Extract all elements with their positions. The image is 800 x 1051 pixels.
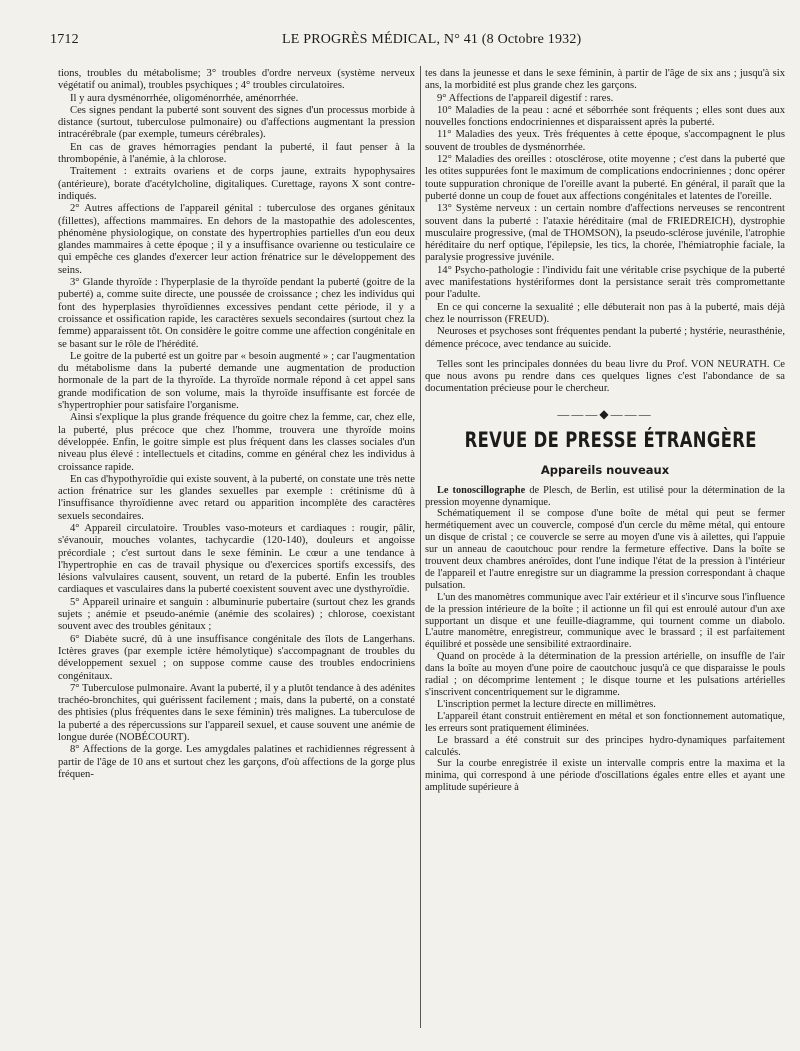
paragraph: 2° Autres affections de l'appareil génital : tuberculose des organes génitaux (fillettes), affections mammaires. En dehors de la mastopathie des adolescentes, phénomène physiologique, on constate des hypertrophies partielles d'un eou deux glandes mammaires à cette époque ; il y a insuffisance ovarienne ou testiculaire ce qui empêche ces glandes d'exercer leur action frénatrice sur le développement des seins.: [58, 203, 415, 276]
paragraph: 9° Affections de l'appareil digestif : rares.: [437, 92, 614, 104]
paragraph: 6° Diabète sucré, dû à une insuffisance congénitale des îlots de Langerhans. Ictères graves (par exemple ictère hémolytique) s'accompagnant de troubles du développement sexuel ; on suppose comme cause des troubles endocriniens congénitaux.: [58, 633, 415, 682]
right-column-text: [425, 68, 785, 396]
paragraph: 13° Système nerveux : un certain nombre d'affections nerveuses se rencontrent souvent dans la puberté : l'ataxie héréditaire (mal de FRIEDREICH), dystrophie musculaire progressive, (mal de THOMSON), la pseudo-sclérose juvénile, l'atrophie héréditaire du nerf optique, l'épilepsie, les tics, la chorée, l'hémiatrophie faciale, la paralysie progressive juvénile.: [425, 203, 785, 264]
paragraph: Sur la courbe enregistrée il existe un intervalle compris entre la maxima et la minima, qui correspond à une période d'oscillations égales entre elles et ayant une amplitude supérieure à: [425, 758, 785, 794]
paragraph: Le goitre de la puberté est un goitre par « besoin augmenté » ; car l'augmentation du métabolisme dans la puberté demande une augmentation de production hormonale de la part de la thyroïde. La thyroïde normale répond à cet appel sans grande modification de son volume, mais la thyroïde insuffisante est forcée de s'hypertrophier pour satisfaire l'organisme.: [58, 350, 415, 412]
paragraph: 4° Appareil circulatoire. Troubles vaso-moteurs et cardiaques : rougir, pâlir, s'évanouir, mouches volantes, tachycardie (120-140), douleurs et angoisse précordiale ; c'est surtout dans le sexe féminin. Le cœur a une tendance à l'hypertrophie en cas de travail physique ou d'exercices sportifs excessifs, des lésions valvulaires causent, souvent, un retard de la puberté. Enfin les troubles cardiaques et vasculaires dans la puberté coexistent souvent avec une dysthyroïdie.: [58, 522, 415, 596]
paragraph: Le brassard a été construit sur des principes hydro-dynamiques parfaitement calculés.: [425, 734, 785, 758]
right-column: [425, 68, 785, 794]
paragraph: Neuroses et psychoses sont fréquentes pendant la puberté ; hystérie, neurasthénie, démence précoce, avec tendance au suicide.: [425, 326, 785, 350]
paragraph: 12° Maladies des oreilles : otosclérose, otite moyenne ; c'est dans la puberté que les otites suppurées font le maximum de complications endocriniennes ; donc opérer toute suppuration chronique de l'oreille avant la puberté. En général, il paraît que la puberté donne un coup de fouet aux affections congénitales et latentes de l'oreille.: [425, 154, 785, 202]
column-divider: [420, 66, 421, 1028]
paragraph: En cas d'hypothyroïdie qui existe souvent, à la puberté, on constate une très nette action frénatrice sur les glandes sexuelles par exemple : crétinisme dû à l'insuffisance thyroïdienne avec retard ou apparition incomplète des caractères sexuels secondaires.: [58, 473, 415, 522]
paragraph: 7° Tuberculose pulmonaire. Avant la puberté, il y a plutôt tendance à des adénites trachéo-bronchites, qui guérissent facilement ; mais, dans la puberté, on a constaté des phtisies (plus fréquentes dans le sexe féminin) très malignes. La tuberculose de la puberté a des répercussions sur l'appareil sexuel, et cause souvent une anémie de longue durée (NOBÉCOURT).: [58, 682, 416, 744]
paragraph: [425, 485, 785, 509]
paragraph: 5° Appareil urinaire et sanguin : albuminurie pubertaire (surtout chez les grands sujets ; anémie et pseudo-anémie (anémie des scolaires) ; chlorose, coexistant souvent avec des troubles génitaux ;: [58, 596, 415, 633]
paragraph: 10° Maladies de la peau : acné et séborrhée sont fréquents ; elles sont dues aux nouvelles fonctions endocriniennes et disparaissent après la puberté.: [425, 104, 785, 129]
paragraph: Ces signes pendant la puberté sont souvent des signes d'un processus morbide à distance (surtout, tuberculose pulmonaire) ou d'affections augmentant la pression intracérébrale (par exemple, tumeurs cérébrales).: [58, 104, 415, 141]
lead-term: Le tonoscillographe: [437, 484, 526, 496]
paragraph: Schématiquement il se compose d'une boîte de métal qui peut se fermer hermétiquement avec un couvercle, composé d'un cercle du même métal, qui entoure un disque de cristal ; ce couvercle se serre au moyen d'une vis à ailettes, qui l'appuie sur un anneau de caoutchouc pour rendre la fermeture effective. Dans la boîte se trouvent deux chambres anéroïdes, dont l'une indique l'état de la pression à l'intérieur de l'appareil et l'autre enregistre sur un diagramme la pression correspondant à chaque pulsation.: [425, 508, 785, 591]
paragraph: Traitement : extraits ovariens et de corps jaune, extraits hypophysaires (antérieure), borate d'acétylcholine, digitaliques. Curettage, rayons X sont contre-indiqués.: [58, 166, 415, 202]
paragraph: Telles sont les principales données du beau livre du Prof. VON NEURATH. Ce que nous avons pu rendre dans ces quelques lignes c'est l'abondance de sa documentation précieuse pour le chercheur.: [425, 358, 785, 395]
left-column: [58, 68, 415, 781]
press-review-text: [425, 485, 785, 795]
paragraph: 8° Affections de la gorge. Les amygdales palatines et rachidiennes régressent à partir de l'âge de 10 ans et surtout chez les garçons, d'où affections de la gorge plus fréquen-: [58, 744, 415, 780]
paragraph: tes dans la jeunesse et dans le sexe féminin, à partir de l'âge de six ans ; jusqu'à six ans, la morbidité est plus grande chez les garçons.: [425, 68, 785, 92]
paragraph: 11° Maladies des yeux. Très fréquentes à cette époque, s'accompagnent le plus souvent de troubles de dysménorrhée.: [425, 129, 785, 153]
paragraph: 14° Psycho-pathologie : l'individu fait une véritable crise psychique de la puberté avec manifestations hystériformes dont la persistance serait très compromettante pour l'adulte.: [425, 264, 785, 301]
paragraph: Ainsi s'explique la plus grande fréquence du goitre chez la femme, car, chez elle, la puberté, plus précoce que chez l'homme, trouvera une thyroïde moins développée. Enfin, le goitre simple est plus fréquent dans les classes sociales d'un niveau plus élevé : intellectuels et citadins, comme en général chez les individus à croissance rapide.: [58, 412, 415, 473]
paragraph: Il y aura dysménorrhée, oligoménorrhée, aménorrhée.: [70, 92, 299, 104]
new-devices-subtitle: Appareils nouveaux: [540, 463, 670, 478]
paragraph: L'appareil étant construit entièrement en métal et son fonctionnement automatique, les erreurs sont pratiquement éliminées.: [425, 710, 785, 734]
page-header: [50, 32, 786, 52]
press-review-title: REVUE DE PRESSE ÉTRANGÈRE: [464, 428, 757, 453]
paragraph: En ce qui concerne la sexualité ; elle débuterait non pas à la puberté, mais déjà chez le nourrisson (FREUD).: [425, 301, 785, 325]
paragraph: 3° Glande thyroïde : l'hyperplasie de la thyroïde pendant la puberté (goitre de la puberté) a, comme suite directe, une poussée de croissance ; chez les individus qui font des hyperplasies thyroïdiennes excessives pendant cette période, il y a croissance et ossification rapide, les caractères sexuels secondaires (surtout chez la femme) apparaissent tôt. On considère le goitre comme une affection congénitale en se basant sur le rôle de l'hérédité.: [58, 277, 415, 350]
section-ornament: ———◆———: [557, 406, 653, 421]
paragraph: tions, troubles du métabolisme; 3° troubles d'ordre nerveux (système nerveux végétatif ou animal), troubles psychiques ; 4° troubles circulatoires.: [58, 68, 415, 92]
running-title: LE PROGRÈS MÉDICAL, N° 41 (8 Octobre 1932): [282, 32, 582, 47]
paragraph: L'inscription permet la lecture directe en millimètres.: [437, 698, 656, 710]
paragraph: L'un des manomètres communique avec l'air extérieur et il s'incurve sous l'influence de la pression intérieure de la boîte ; il actionne un fil qui est enroulé autour d'un axe supportant un disque et une feuille-diagramme, qui tournent comme un diabolo. L'autre manomètre, enregistreur, communique avec le brassard ; il est parfaitement équilibré et possède une sensibilité extraordinaire.: [425, 591, 785, 651]
page-number: 1712: [50, 32, 79, 47]
paragraph: Quand on procède à la détermination de la pression artérielle, on insuffle de l'air dans la boîte au moyen d'une poire de caoutchouc jusqu'à ce que disparaisse le pouls radial ; on décomprime lentement ; le disque tourne et les pulsations artérielles s'inscrivent concentriquement sur le digramme.: [425, 651, 785, 699]
paragraph: En cas de graves hémorragies pendant la puberté, il faut penser à la thrombopénie, à l'anémie, à la chlorose.: [58, 141, 415, 166]
paragraph-text: de Plesch, de Berlin, est utilisé pour la détermination de la pression moyenne dynamique.: [425, 484, 785, 508]
